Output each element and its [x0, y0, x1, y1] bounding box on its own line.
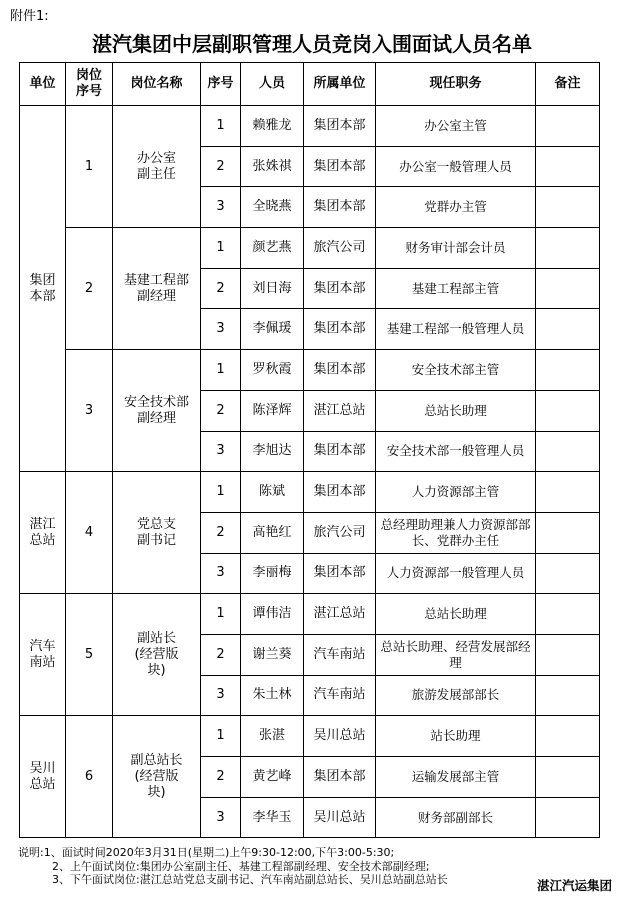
person-cell: 黄艺峰 — [241, 757, 304, 798]
dept-cell: 旅汽公司 — [304, 228, 376, 269]
attachment-label: 附件1: — [10, 9, 49, 24]
current-cell: 运输发展部主管 — [376, 757, 536, 798]
dept-cell: 吴川总站 — [304, 716, 376, 757]
header-person: 人员 — [241, 63, 304, 106]
seq-cell: 1 — [201, 350, 241, 391]
unit-cell: 汽车 南站 — [20, 594, 66, 716]
seq-cell: 1 — [201, 106, 241, 147]
unit-cell: 集团 本部 — [20, 106, 66, 472]
seq-cell: 3 — [201, 553, 241, 594]
seq-cell: 2 — [201, 268, 241, 309]
note-line: 2、上午面试岗位:集团办公室副主任、基建工程部副经理、安全技术部副经理; — [52, 859, 430, 873]
dept-cell: 集团本部 — [304, 187, 376, 228]
header-current: 现任职务 — [376, 63, 536, 106]
remark-cell — [536, 146, 600, 187]
remark-cell — [536, 228, 600, 269]
post-name-cell: 党总支 副书记 — [113, 472, 201, 594]
remark-cell — [536, 675, 600, 716]
current-cell: 办公室主管 — [376, 106, 536, 147]
remark-cell — [536, 797, 600, 838]
header-seq: 序号 — [201, 63, 241, 106]
post-name-cell: 办公室 副主任 — [113, 106, 201, 228]
seq-cell: 2 — [201, 634, 241, 675]
post-no-cell: 1 — [66, 106, 113, 228]
seq-cell: 3 — [201, 675, 241, 716]
person-cell: 李丽梅 — [241, 553, 304, 594]
remark-cell — [536, 634, 600, 675]
note-line: 3、下午面试岗位:湛江总站党总支副书记、汽车南站副总站长、吴川总站副总站长 — [52, 873, 448, 886]
seq-cell: 3 — [201, 431, 241, 472]
seq-cell: 2 — [201, 146, 241, 187]
post-no-cell: 3 — [66, 350, 113, 472]
remark-cell — [536, 594, 600, 635]
dept-cell: 汽车南站 — [304, 634, 376, 675]
remark-cell — [536, 106, 600, 147]
person-cell: 朱土林 — [241, 675, 304, 716]
post-no-cell: 6 — [66, 716, 113, 838]
current-cell: 基建工程部一般管理人员 — [376, 309, 536, 350]
dept-cell: 湛江总站 — [304, 390, 376, 431]
current-cell: 党群办主管 — [376, 187, 536, 228]
dept-cell: 集团本部 — [304, 472, 376, 513]
remark-cell — [536, 309, 600, 350]
person-cell: 陈泽辉 — [241, 390, 304, 431]
person-cell: 张姝祺 — [241, 146, 304, 187]
remark-cell — [536, 390, 600, 431]
post-no-cell: 2 — [66, 228, 113, 350]
current-cell: 财务审计部会计员 — [376, 228, 536, 269]
post-no-cell: 5 — [66, 594, 113, 716]
person-cell: 高艳红 — [241, 512, 304, 553]
seq-cell: 3 — [201, 309, 241, 350]
seq-cell: 1 — [201, 228, 241, 269]
current-cell: 总经理助理兼人力资源部部长、党群办主任 — [376, 512, 536, 553]
page-title: 湛汽集团中层副职管理人员竞岗入围面试人员名单 — [92, 32, 532, 56]
current-cell: 人力资源部一般管理人员 — [376, 553, 536, 594]
table-row — [20, 350, 600, 391]
person-cell: 谭伟洁 — [241, 594, 304, 635]
dept-cell: 集团本部 — [304, 268, 376, 309]
seq-cell: 1 — [201, 594, 241, 635]
header-remark: 备注 — [536, 63, 600, 106]
table-row — [20, 716, 600, 757]
roster-body — [20, 106, 600, 838]
person-cell: 刘日海 — [241, 268, 304, 309]
person-cell: 张湛 — [241, 716, 304, 757]
notes — [18, 846, 448, 887]
person-cell: 颜艺燕 — [241, 228, 304, 269]
table-row — [20, 594, 600, 635]
seq-cell: 3 — [201, 187, 241, 228]
post-name-cell: 副总站长 (经营版 块) — [113, 716, 201, 838]
watermark: 湛江汽运集团 — [536, 878, 612, 893]
current-cell: 旅游发展部部长 — [376, 675, 536, 716]
dept-cell: 集团本部 — [304, 757, 376, 798]
header-row — [20, 63, 600, 106]
header-post-no: 岗位 序号 — [66, 63, 113, 106]
remark-cell — [536, 716, 600, 757]
person-cell: 陈斌 — [241, 472, 304, 513]
person-cell: 全晓燕 — [241, 187, 304, 228]
post-name-cell: 安全技术部 副经理 — [113, 350, 201, 472]
person-cell: 李旭达 — [241, 431, 304, 472]
dept-cell: 集团本部 — [304, 146, 376, 187]
dept-cell: 集团本部 — [304, 106, 376, 147]
post-name-cell: 基建工程部 副经理 — [113, 228, 201, 350]
person-cell: 赖雅龙 — [241, 106, 304, 147]
header-dept: 所属单位 — [304, 63, 376, 106]
person-cell: 谢兰葵 — [241, 634, 304, 675]
seq-cell: 2 — [201, 390, 241, 431]
header-post-name: 岗位名称 — [113, 63, 201, 106]
current-cell: 财务部副部长 — [376, 797, 536, 838]
current-cell: 总站长助理、经营发展部经理 — [376, 634, 536, 675]
remark-cell — [536, 187, 600, 228]
remark-cell — [536, 512, 600, 553]
current-cell: 人力资源部主管 — [376, 472, 536, 513]
dept-cell: 集团本部 — [304, 350, 376, 391]
table-row — [20, 472, 600, 513]
seq-cell: 1 — [201, 716, 241, 757]
person-cell: 罗秋霞 — [241, 350, 304, 391]
current-cell: 安全技术部主管 — [376, 350, 536, 391]
seq-cell: 3 — [201, 797, 241, 838]
dept-cell: 集团本部 — [304, 553, 376, 594]
current-cell: 总站长助理 — [376, 594, 536, 635]
seq-cell: 2 — [201, 757, 241, 798]
dept-cell: 湛江总站 — [304, 594, 376, 635]
dept-cell: 集团本部 — [304, 309, 376, 350]
note-line: 说明:1、面试时间2020年3月31日(星期二)上午9:30-12:00,下午3:00-5:30; — [18, 846, 395, 859]
remark-cell — [536, 431, 600, 472]
header-unit: 单位 — [20, 63, 66, 106]
dept-cell: 吴川总站 — [304, 797, 376, 838]
remark-cell — [536, 268, 600, 309]
seq-cell: 2 — [201, 512, 241, 553]
remark-cell — [536, 553, 600, 594]
post-no-cell: 4 — [66, 472, 113, 594]
person-cell: 李华玉 — [241, 797, 304, 838]
current-cell: 安全技术部一般管理人员 — [376, 431, 536, 472]
remark-cell — [536, 350, 600, 391]
current-cell: 基建工程部主管 — [376, 268, 536, 309]
dept-cell: 集团本部 — [304, 431, 376, 472]
dept-cell: 汽车南站 — [304, 675, 376, 716]
remark-cell — [536, 472, 600, 513]
dept-cell: 旅汽公司 — [304, 512, 376, 553]
current-cell: 总站长助理 — [376, 390, 536, 431]
unit-cell: 吴川 总站 — [20, 716, 66, 838]
table-row — [20, 228, 600, 269]
table-row — [20, 106, 600, 147]
current-cell: 站长助理 — [376, 716, 536, 757]
unit-cell: 湛江 总站 — [20, 472, 66, 594]
post-name-cell: 副站长 (经营版 块) — [113, 594, 201, 716]
person-cell: 李佩瑗 — [241, 309, 304, 350]
current-cell: 办公室一般管理人员 — [376, 146, 536, 187]
remark-cell — [536, 757, 600, 798]
roster-table — [19, 62, 600, 838]
seq-cell: 1 — [201, 472, 241, 513]
